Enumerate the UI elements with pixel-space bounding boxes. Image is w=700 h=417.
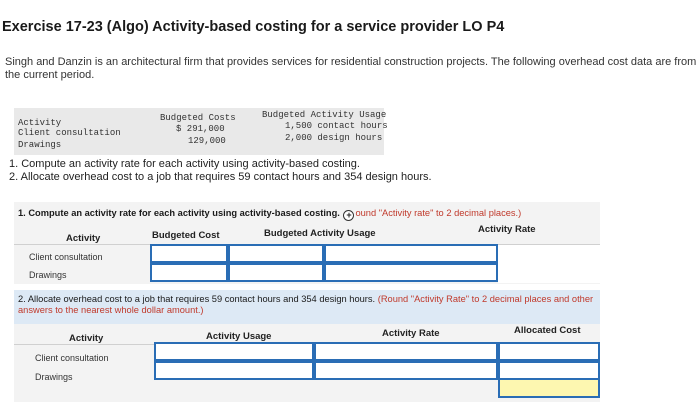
exercise-title: Exercise 17-23 (Algo) Activity-based costing for a service provider LO P4 [2,19,505,35]
activity-rate-input[interactable] [314,342,498,361]
part2-header [14,290,600,324]
budgeted-cost-input[interactable] [150,263,228,282]
budgeted-usage-input[interactable] [228,263,324,282]
activity-usage-input[interactable] [154,342,314,361]
activity-rate-input[interactable] [314,361,498,380]
col-allocated-cost: Allocated Cost [514,325,581,336]
col-activity-usage: Activity Usage [206,331,272,342]
part1-section [14,202,600,284]
part2-hint: (Round "Activity Rate" to 2 decimal places and other answers to the nearest whole dollar amount.) [18,294,594,315]
cursor-icon: + [343,210,354,221]
activity-usage-input[interactable] [154,361,314,380]
cost-data-table [14,108,388,155]
header-budgeted-costs: Budgeted Costs [160,113,236,123]
col-budgeted-usage: Budgeted Activity Usage [264,228,376,239]
activity-rate-input[interactable] [324,244,498,263]
col-activity-rate: Activity Rate [382,328,440,339]
col-activity: Activity [66,233,101,244]
question-1: 1. Compute an activity rate for each activity using activity-based costing. [9,158,360,170]
part1-prompt: 1. Compute an activity rate for each activity using activity-based costing. [18,208,340,218]
col-activity: Activity [69,333,104,344]
activity-rate-input[interactable] [324,263,498,282]
question-list [9,158,432,184]
row-label-client-consultation: Client consultation [29,252,103,262]
part2-section [14,290,600,402]
header-activity: Activity [18,118,62,128]
row-label-client-consultation: Client consultation [35,353,109,363]
row-usage: 1,500 contact hours [285,121,388,131]
allocated-cost-input[interactable] [498,342,600,361]
row-cost: 129,000 [188,136,226,146]
header-budgeted-usage: Budgeted Activity Usage [262,110,387,120]
budgeted-usage-input[interactable] [228,244,324,263]
budgeted-cost-input[interactable] [150,244,228,263]
part1-hint-start: ound [355,208,377,218]
row-cost: $ 291,000 [176,124,225,134]
col-budgeted-cost: Budgeted Cost [152,230,220,241]
part2-prompt: 2. Allocate overhead cost to a job that requires 59 contact hours and 354 design hours. [18,294,376,304]
part1-hint: "Activity rate" to 2 decimal places.) [378,208,522,218]
whitebox [498,245,600,283]
row-activity: Drawings [18,140,62,150]
col-activity-rate: Activity Rate [478,224,536,235]
row-activity: Client consultation [18,128,121,138]
exercise-intro: Singh and Danzin is an architectural firm that provides services for residential construction projects. The following overhead cost data are from the current period. [5,56,697,81]
question-2: 2. Allocate overhead cost to a job that requires 59 contact hours and 354 design hours. [9,171,432,183]
row-usage: 2,000 design hours [285,133,383,143]
row-label-drawings: Drawings [35,372,73,382]
total-allocated-cost-input[interactable] [498,378,600,398]
part1-header [14,202,600,221]
row-label-drawings: Drawings [29,270,67,280]
